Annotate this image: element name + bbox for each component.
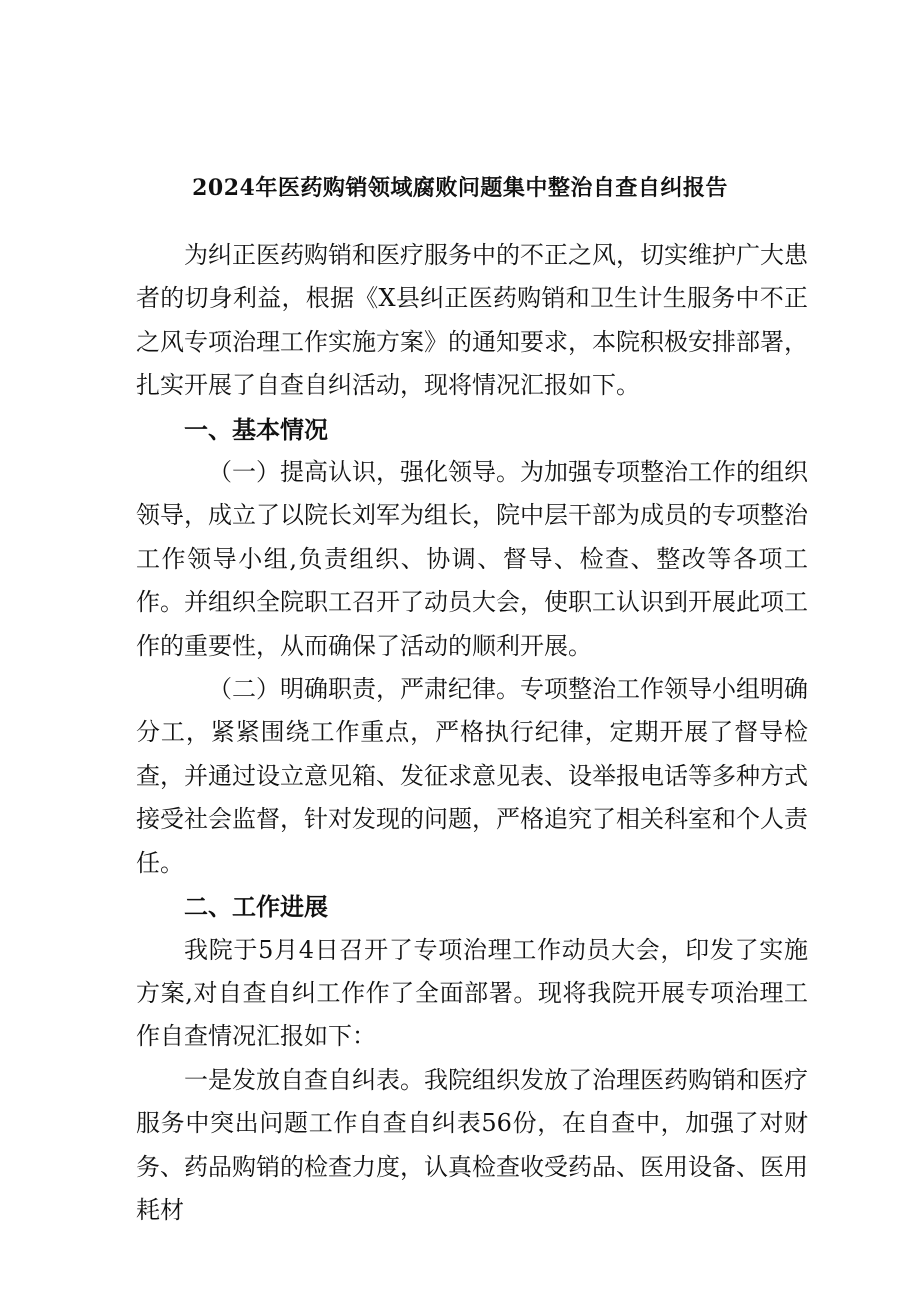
progress-paragraph: 我院于5月4日召开了专项治理工作动员大会，印发了实施方案,对自查自纠工作作了全面部署。现将我院开展专项治理工作自查情况汇报如下： (136, 935, 808, 1051)
document-body (136, 234, 808, 1232)
subsection-paragraph-1: （一）提高认识，强化领导。为加强专项整治工作的组织领导，成立了以院长刘军为组长，院中层干部为成员的专项整治工作领导小组,负责组织、协调、督导、检查、整改等各项工作。并组织全院职工召开了动员大会，使职工认识到开展此项工作的重要性，从而确保了活动的顺利开展。 (136, 458, 808, 660)
section-heading-work-progress: 二、工作进展 (184, 892, 328, 922)
document-title: 2024年医药购销领域腐败问题集中整治自查自纠报告 (192, 175, 728, 201)
intro-paragraph: 为纠正医药购销和医疗服务中的不正之风，切实维护广大患者的切身利益，根据《X县纠正医药购销和卫生计生服务中不正之风专项治理工作实施方案》的通知要求，本院积极安排部署，扎实开展了自查自纠活动，现将情况汇报如下。 (136, 241, 808, 400)
self-check-paragraph: 一是发放自查自纠表。我院组织发放了治理医药购销和医疗服务中突出问题工作自查自纠表56份，在自查中，加强了对财务、药品购销的检查力度，认真检查收受药品、医用设备、医用耗材 (136, 1065, 808, 1224)
section-heading-basic-situation: 一、基本情况 (184, 414, 328, 444)
subsection-paragraph-2: （二）明确职责，严肃纪律。专项整治工作领导小组明确分工，紧紧围绕工作重点，严格执行纪律，定期开展了督导检查，并通过设立意见箱、发征求意见表、设举报电话等多种方式接受社会监督，针对发现的问题，严格追究了相关科室和个人责任。 (136, 675, 808, 877)
